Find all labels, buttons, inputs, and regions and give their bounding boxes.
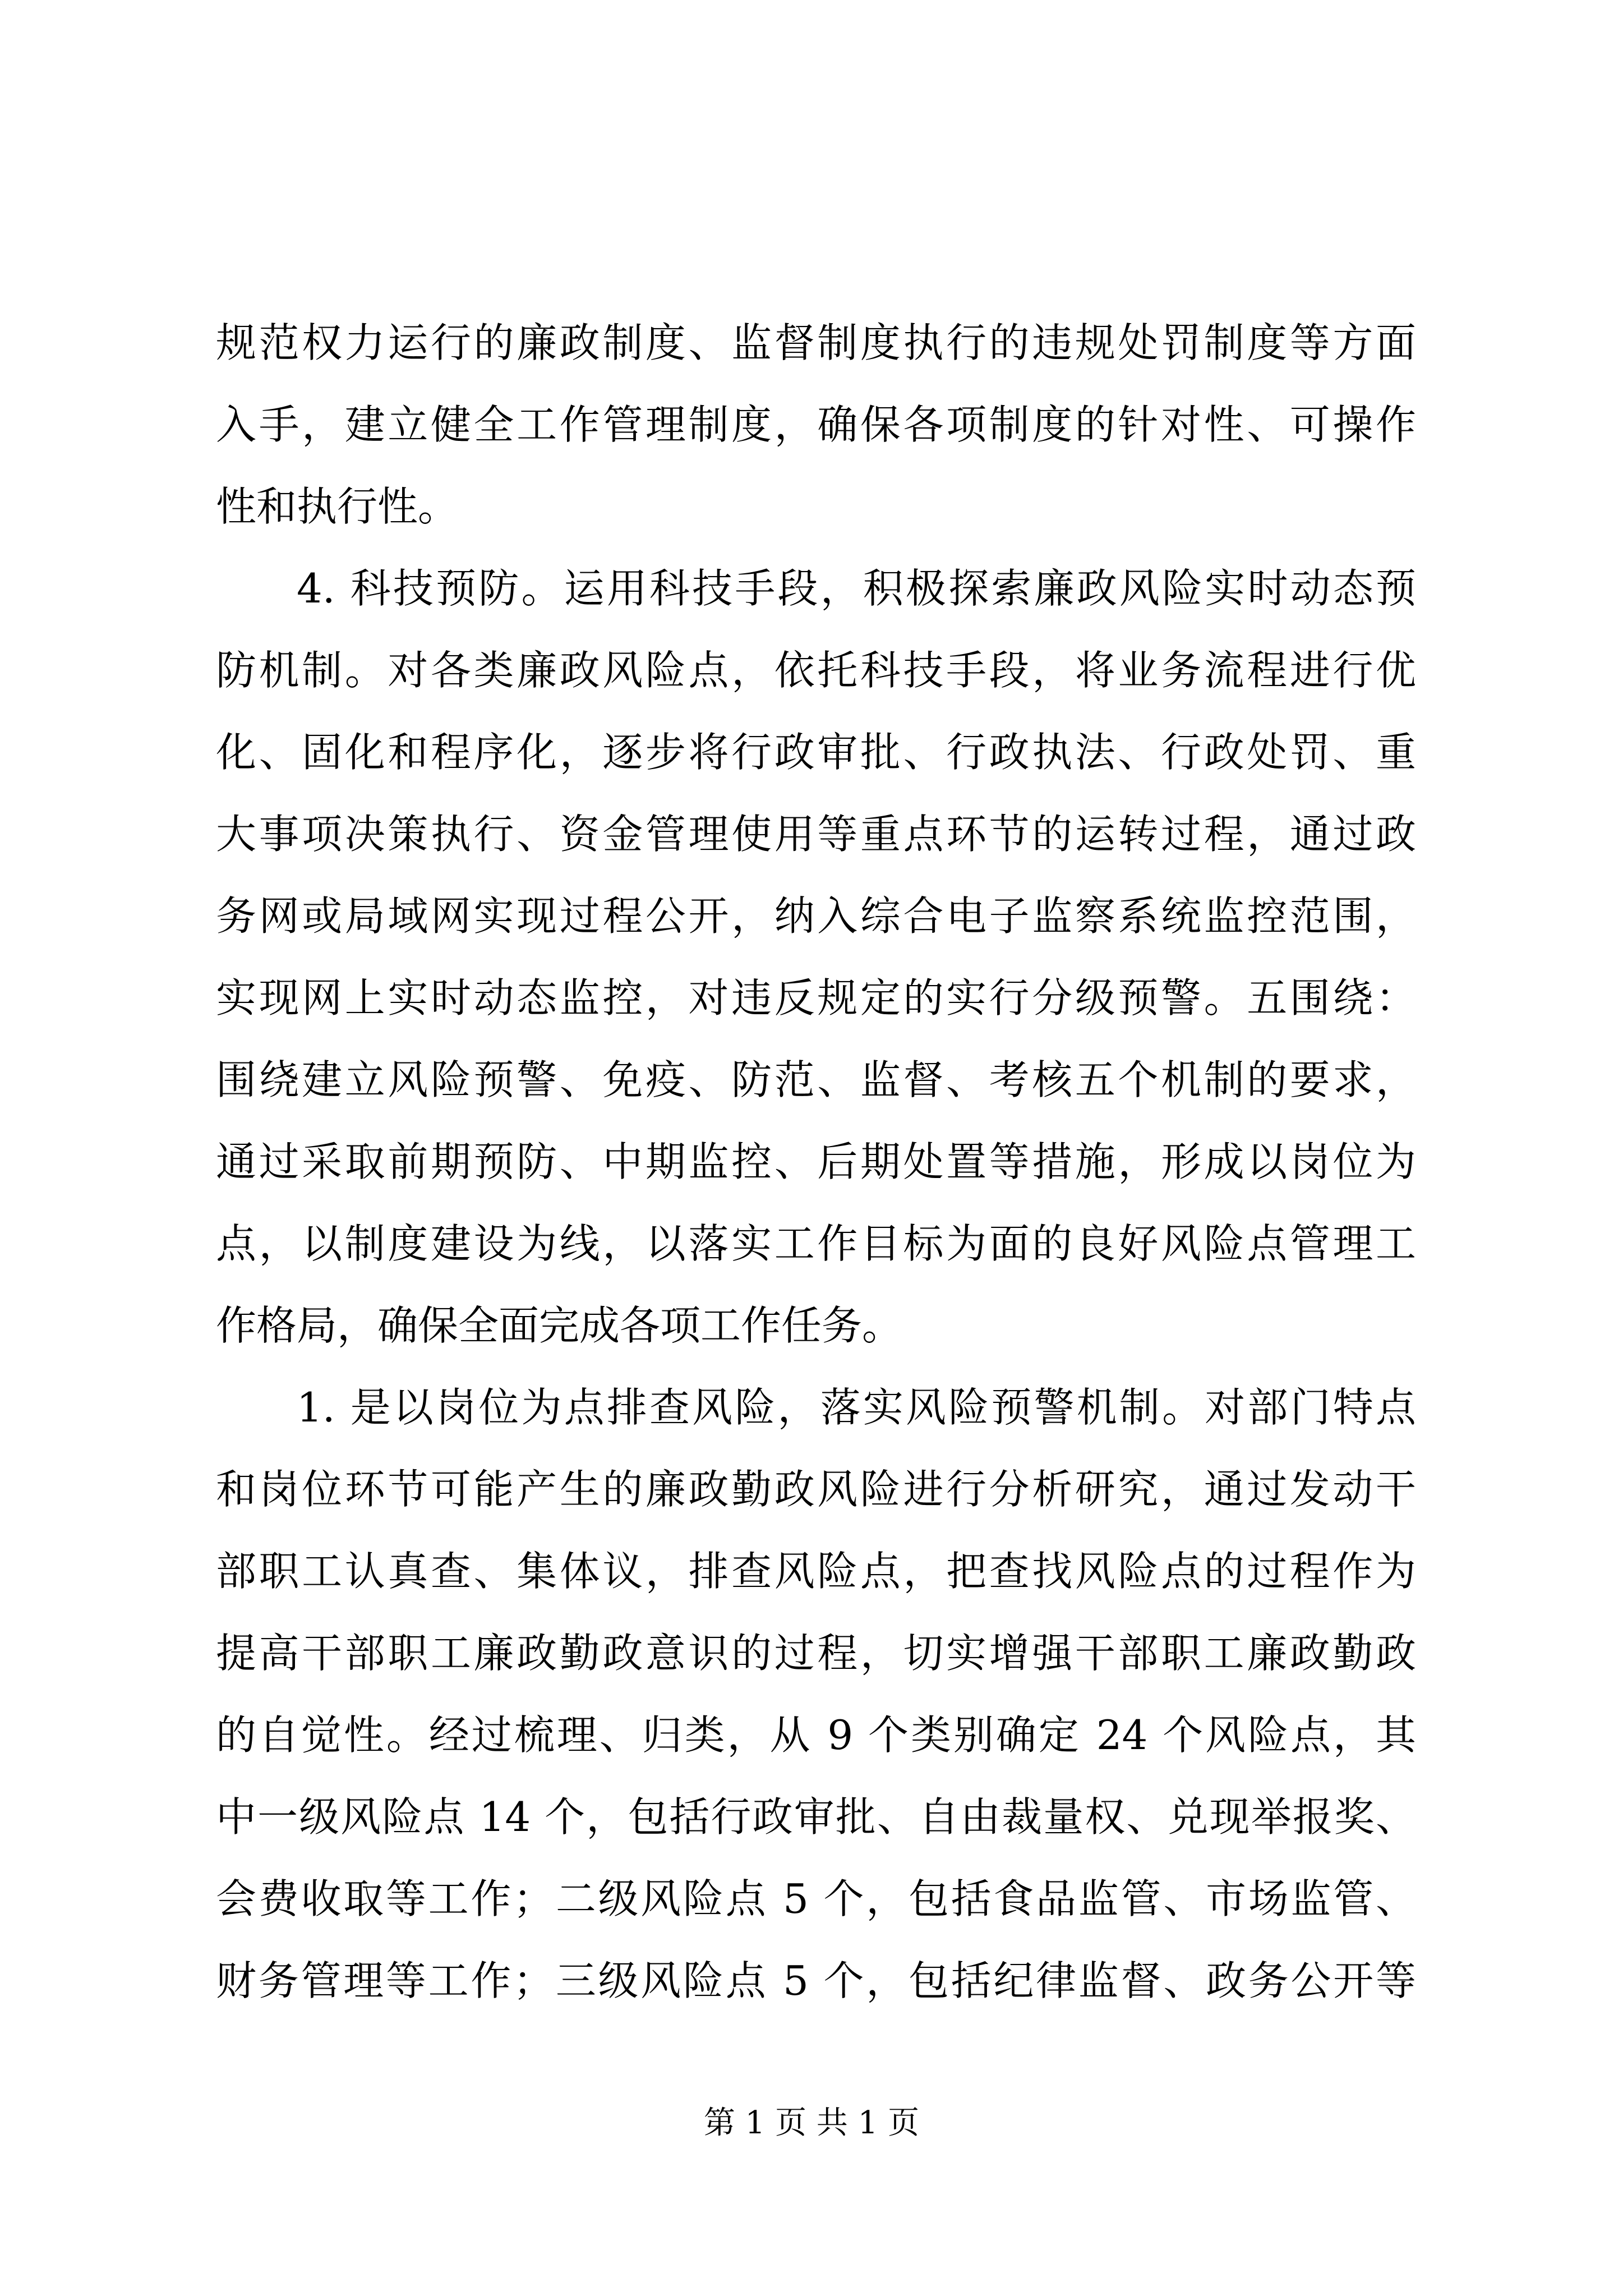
text-line: 性和执行性。 <box>216 483 459 530</box>
text-line: 会费收取等工作；二级风险点 5 个，包括食品监管、市场监管、 <box>216 1875 1416 1922</box>
text-line: 规范权力运行的廉政制度、监督制度执行的违规处罚制度等方面 <box>216 319 1416 366</box>
text-line: 点，以制度建设为线，以落实工作目标为面的良好风险点管理工 <box>216 1220 1416 1267</box>
text-line: 的自觉性。经过梳理、归类，从 9 个类别确定 24 个风险点，其 <box>216 1711 1416 1759</box>
text-line: 1. 是以岗位为点排查风险，落实风险预警机制。对部门特点 <box>297 1384 1416 1431</box>
text-line: 通过采取前期预防、中期监控、后期处置等措施，形成以岗位为 <box>216 1138 1416 1185</box>
document-body <box>216 302 1416 2022</box>
text-line: 围绕建立风险预警、免疫、防范、监督、考核五个机制的要求， <box>216 1056 1416 1103</box>
text-line: 化、固化和程序化，逐步将行政审批、行政执法、行政处罚、重 <box>216 729 1416 776</box>
text-line: 入手，建立健全工作管理制度，确保各项制度的针对性、可操作 <box>216 401 1416 448</box>
text-line: 防机制。对各类廉政风险点，依托科技手段，将业务流程进行优 <box>216 647 1416 694</box>
text-line: 提高干部职工廉政勤政意识的过程，切实增强干部职工廉政勤政 <box>216 1630 1416 1677</box>
page-number-footer: 第 1 页 共 1 页 <box>703 2105 920 2141</box>
text-line: 大事项决策执行、资金管理使用等重点环节的运转过程，通过政 <box>216 811 1416 858</box>
text-line: 中一级风险点 14 个，包括行政审批、自由裁量权、兑现举报奖、 <box>216 1793 1416 1841</box>
text-line: 4. 科技预防。运用科技手段，积极探索廉政风险实时动态预 <box>297 565 1416 612</box>
text-line: 部职工认真查、集体议，排查风险点，把查找风险点的过程作为 <box>216 1548 1416 1595</box>
text-line: 财务管理等工作；三级风险点 5 个，包括纪律监督、政务公开等 <box>216 1957 1416 2004</box>
text-line: 作格局，确保全面完成各项工作任务。 <box>216 1302 903 1349</box>
text-line: 和岗位环节可能产生的廉政勤政风险进行分析研究，通过发动干 <box>216 1466 1416 1513</box>
text-line: 务网或局域网实现过程公开，纳入综合电子监察系统监控范围， <box>216 892 1416 940</box>
text-line: 实现网上实时动态监控，对违反规定的实行分级预警。五围绕： <box>216 974 1416 1022</box>
